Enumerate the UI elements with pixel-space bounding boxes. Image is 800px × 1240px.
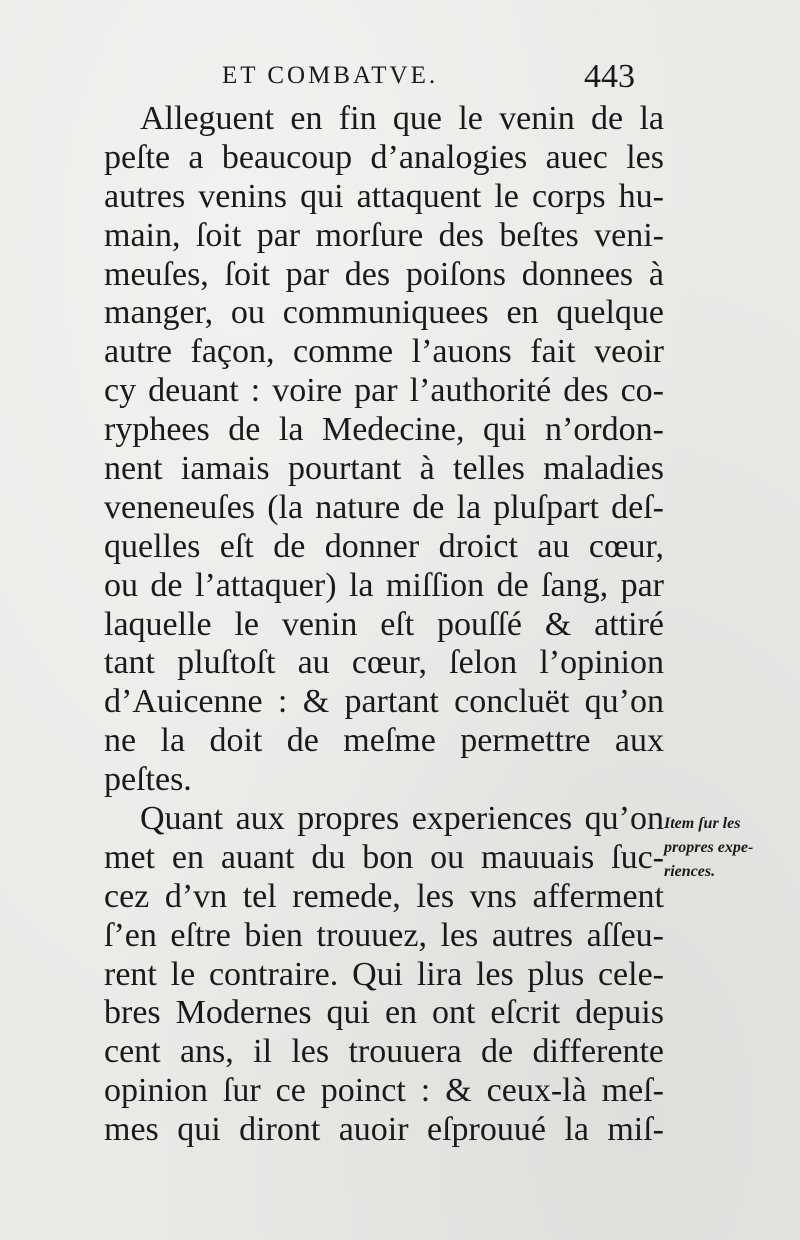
text-line: meuſes, ſoit par des poiſons donnees à [104,255,664,293]
text-line: autre façon, comme l’auons fait veoir [104,333,664,371]
text-line: met en auant du bon ou mauuais ſuc- [104,838,664,876]
text-line: ryphees de la Medecine, qui n’ordon- [104,411,664,449]
marginal-note-line: Item ſur les [664,815,741,832]
text-line: veneneuſes (la nature de la pluſpart deſ- [104,488,664,526]
text-line: opinion ſur ce poinct : & ceux-là meſ- [104,1072,664,1110]
page-number: 443 [584,58,635,95]
body-text [104,100,664,1150]
text-line: d’Auicenne : & partant concluët qu’on [104,683,664,721]
text-line: Quant aux propres experiences qu’on [140,800,664,838]
text-line: main, ſoit par morſure des beſtes veni- [104,216,664,254]
text-line: peſtes. [104,761,192,799]
text-line: cez d’vn tel remede, les vns afferment [104,877,664,915]
text-line: tant pluſtoſt au cœur, ſelon l’opinion [104,644,664,682]
text-line: quelles eſt de donner droict au cœur, [104,527,664,565]
text-line: laquelle le venin eſt pouſſé & attiré [104,605,664,643]
text-line: cy deuant : voire par l’authorité des co- [104,372,664,410]
text-line: ou de l’attaquer) la miſſion de ſang, par [104,566,664,604]
text-line: cent ans, il les trouuera de differente [104,1033,664,1071]
text-line: manger, ou communiquees en quelque [104,294,664,332]
marginal-note [664,812,796,884]
marginal-note-line: propres expe- [664,839,754,856]
text-line: nent iamais pourtant à telles maladies [104,450,664,488]
text-line: Alleguent en fin que le venin de la [140,100,664,137]
running-title: ET COMBATVE. [222,62,439,89]
text-line: ne la doit de meſme permettre aux [104,722,664,760]
text-line: rent le contraire. Qui lira les plus cele- [104,955,664,993]
text-line: autres venins qui attaquent le corps hu- [104,177,664,215]
text-line: peſte a beaucoup d’analogies auec les [104,138,664,176]
text-line: bres Modernes qui en ont eſcrit depuis [104,994,664,1032]
page-header [0,58,800,98]
text-line: mes qui diront auoir eſprouué la miſ- [104,1111,664,1149]
text-line: ſ’en eſtre bien trouuez, les autres aſſeu- [104,916,664,954]
marginal-note-line: riences. [664,863,716,880]
